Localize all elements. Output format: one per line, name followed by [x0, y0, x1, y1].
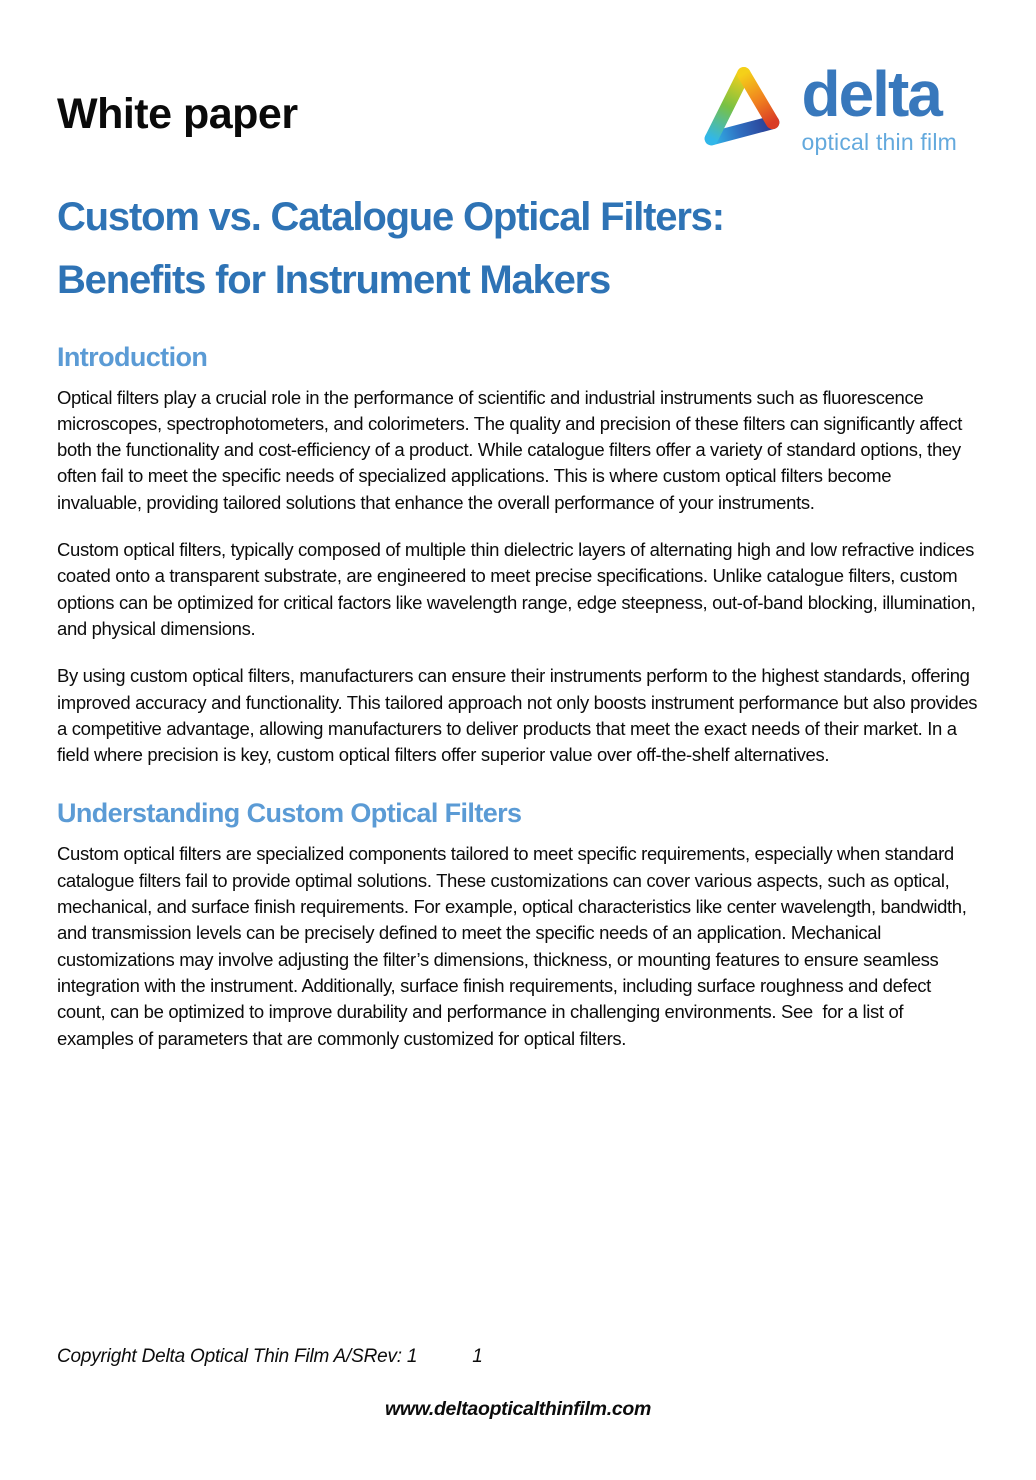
delta-logo-name: delta: [801, 58, 941, 130]
section-heading-understanding: Understanding Custom Optical Filters: [57, 798, 522, 829]
paragraph: Custom optical filters are specialized components tailored to meet specific requirements, especially when standard catalogue filters fail to provide optimal solutions. These customizations can cover various aspects, such as optical, mechanical, and surface finish requirements. For example, optical characteristics like center wavelength, bandwidth, and transmission levels can be precisely defined to meet the specific needs of an application. Mechanical customizations may involve adjusting the filter’s dimensions, thickness, or mounting features to ensure seamless integration with the instrument. Additionally, surface finish requirements, including surface roughness and defect count, can be optimized to improve durability and performance in challenging environments. See for a list of examples of parameters that are commonly customized for optical filters.: [57, 843, 967, 1049]
footer: [57, 1346, 483, 1368]
delta-logo-tagline: optical thin film: [801, 128, 957, 155]
paragraph: Optical filters play a crucial role in the performance of scientific and industrial instruments such as fluorescence microscopes, spectrophotometers, and colorimeters. The quality and precision of these filters can significantly affect both the functionality and cost-efficiency of a product. While catalogue filters offer a variety of standard options, they often fail to meet the specific needs of specialized applications. This is where custom optical filters become invaluable, providing tailored solutions that enhance the overall performance of your instruments.: [57, 386, 963, 513]
delta-logo-text: [801, 56, 957, 154]
footer-revision: Rev: 1: [363, 1346, 418, 1367]
footer-copyright: Copyright Delta Optical Thin Film A/S: [57, 1346, 364, 1367]
whitepaper-label: White paper: [57, 90, 298, 138]
footer-website[interactable]: www.deltaopticalthinfilm.com: [384, 1398, 652, 1420]
document-title-line1: Custom vs. Catalogue Optical Filters:: [57, 195, 724, 239]
page-header: [57, 46, 979, 160]
footer-page-number: 1: [472, 1346, 483, 1367]
delta-logo: [697, 56, 957, 160]
delta-triangle-icon: [697, 56, 787, 160]
paragraph: By using custom optical filters, manufacturers can ensure their instruments perform to the highest standards, offering improved accuracy and functionality. This tailored approach not only boosts instrument performance but also provides a competitive advantage, allowing manufacturers to deliver products that meet the exact needs of their market. In a field where precision is key, custom optical filters offer superior value over off-the-shelf alternatives.: [57, 665, 978, 766]
document-title: [57, 186, 979, 312]
section-heading-introduction: Introduction: [57, 341, 208, 372]
document-title-line2: Benefits for Instrument Makers: [57, 257, 611, 302]
paragraph: Custom optical filters, typically composed of multiple thin dielectric layers of alternating high and low refractive indices coated onto a transparent substrate, are engineered to meet precise specifications. Unlike catalogue filters, custom options can be optimized for critical factors like wavelength range, edge steepness, out-of-band blocking, illumination, and physical dimensions.: [57, 539, 976, 639]
